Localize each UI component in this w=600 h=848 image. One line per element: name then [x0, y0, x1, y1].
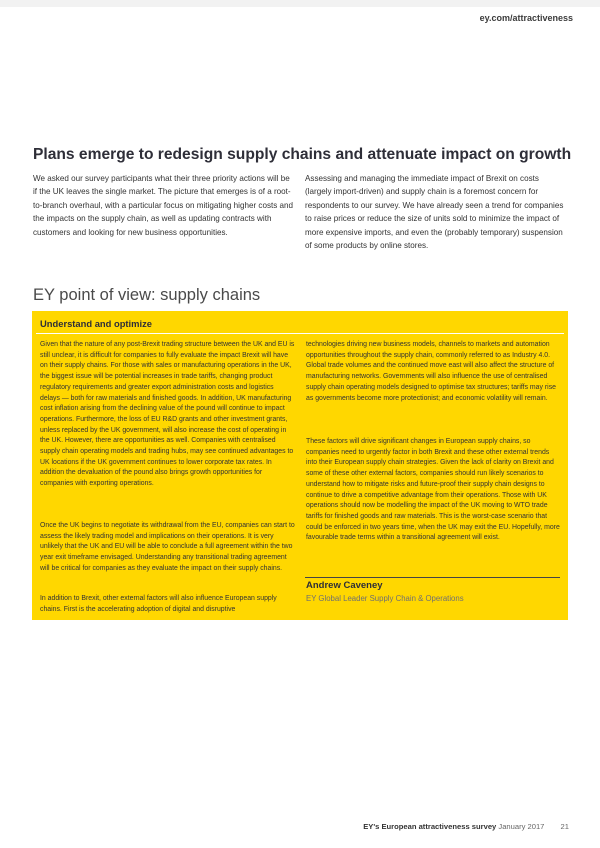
- pov-left-paragraph-3: In addition to Brexit, other external factors will also influence European supply chains. First is the accelerating adoption of digital and disruptive: [40, 595, 277, 613]
- pov-panel-divider: [36, 333, 564, 334]
- intro-left-paragraph: We asked our survey participants what their three priority actions will be if the UK leaves the single market. The picture that emerges is of a root-to-branch overhaul, with a particular focus on mitigating higher costs and the impacts on the supply chain, as well as updating contracts with customers and looking for new business opportunities.: [33, 174, 294, 237]
- pov-right-paragraph-2: These factors will drive significant changes in European supply chains, so companies need to urgently factor in both Brexit and these other external trends into their European supply chain strategies. Given the lack of clarity on Brexit and some of these other external factors, companies should run likely scenarios to understand how to mitigate risks and future-proof their supply chain designs to continue to drive a competitive advantage from their operations. Those with UK operations should now be modelling the impact of the UK moving to WTO trade tariffs for finished goods and raw materials. This is the worst-case scenario that could be enforced in two years time, when the UK may exit the EU. Hopefully, more favourable trade terms within a transitional agreement will exist.: [306, 438, 560, 542]
- pov-right-paragraph-1: technologies driving new business models, channels to markets and automation opportunities throughout the supply chain, commonly referred to as Industry 4.0. Global trade volumes and the continued move east will also affect the structure of manufacturing networks. Governments will also influence the use of centralised supply chain operating models designed to optimise tax structures; tariffs may rise as governments become more protectionist; and economic volatility will remain.: [306, 341, 556, 402]
- page-footer: [363, 822, 569, 831]
- footer-publication: EY's European attractiveness survey: [363, 822, 497, 831]
- pov-section-title: EY point of view: supply chains: [33, 286, 261, 304]
- top-band: [0, 0, 600, 7]
- page-number: 21: [560, 822, 569, 831]
- signature-divider: [305, 577, 560, 578]
- header-url-link[interactable]: ey.com/attractiveness: [479, 13, 573, 23]
- pov-subheading: Understand and optimize: [40, 318, 152, 329]
- signature-role: EY Global Leader Supply Chain & Operations: [306, 594, 464, 603]
- footer-date: January 2017: [498, 822, 545, 831]
- intro-right-paragraph: Assessing and managing the immediate impact of Brexit on costs (largely import-driven) and supply chain is a foremost concern for respondents to our survey. We have already seen a trend for companies to raise prices or reduce the size of units sold to minimize the impact of more expensive imports, and even the (probably temporary) suspension of some products by online stores.: [305, 174, 564, 251]
- page-title: Plans emerge to redesign supply chains and attenuate impact on growth: [33, 146, 572, 163]
- pov-left-paragraph-2: Once the UK begins to negotiate its withdrawal from the EU, companies can start to assess the likely trading model and implications on their operations. It is very unlikely that the UK and EU will be able to conclude a full agreement within the two year exit timeframe envisaged. Understanding any transitional trading agreement will be critical for companies as they evaluate the impact on their supply chains.: [40, 522, 295, 572]
- pov-left-paragraph-1: Given that the nature of any post-Brexit trading structure between the UK and EU is still unclear, it is difficult for companies to fully evaluate the impact Brexit will have on their supply chains. For those with sales or manufacturing operations in the UK, the biggest issue will be potential increases in trade tariffs, changing product regulatory requirements and greater export administration costs and logistics delays — both for raw materials and finished goods. In addition, UK manufacturing cost inflation arising from the declining value of the pound will continue to impact operations. Furthermore, the loss of EU R&D grants and other investment grants, unless replaced by the UK government, will also increase the cost of operating in the UK. However, there are opportunities as well. Companies with centralised supply chain operating models and trading hubs, may see continued advantages to UK locations if the UK government continues to lower corporate tax rates. In addition the devaluation of the pound also brings growth opportunities for companies with exporting operations.: [40, 341, 295, 488]
- signature-name: Andrew Caveney: [306, 580, 383, 591]
